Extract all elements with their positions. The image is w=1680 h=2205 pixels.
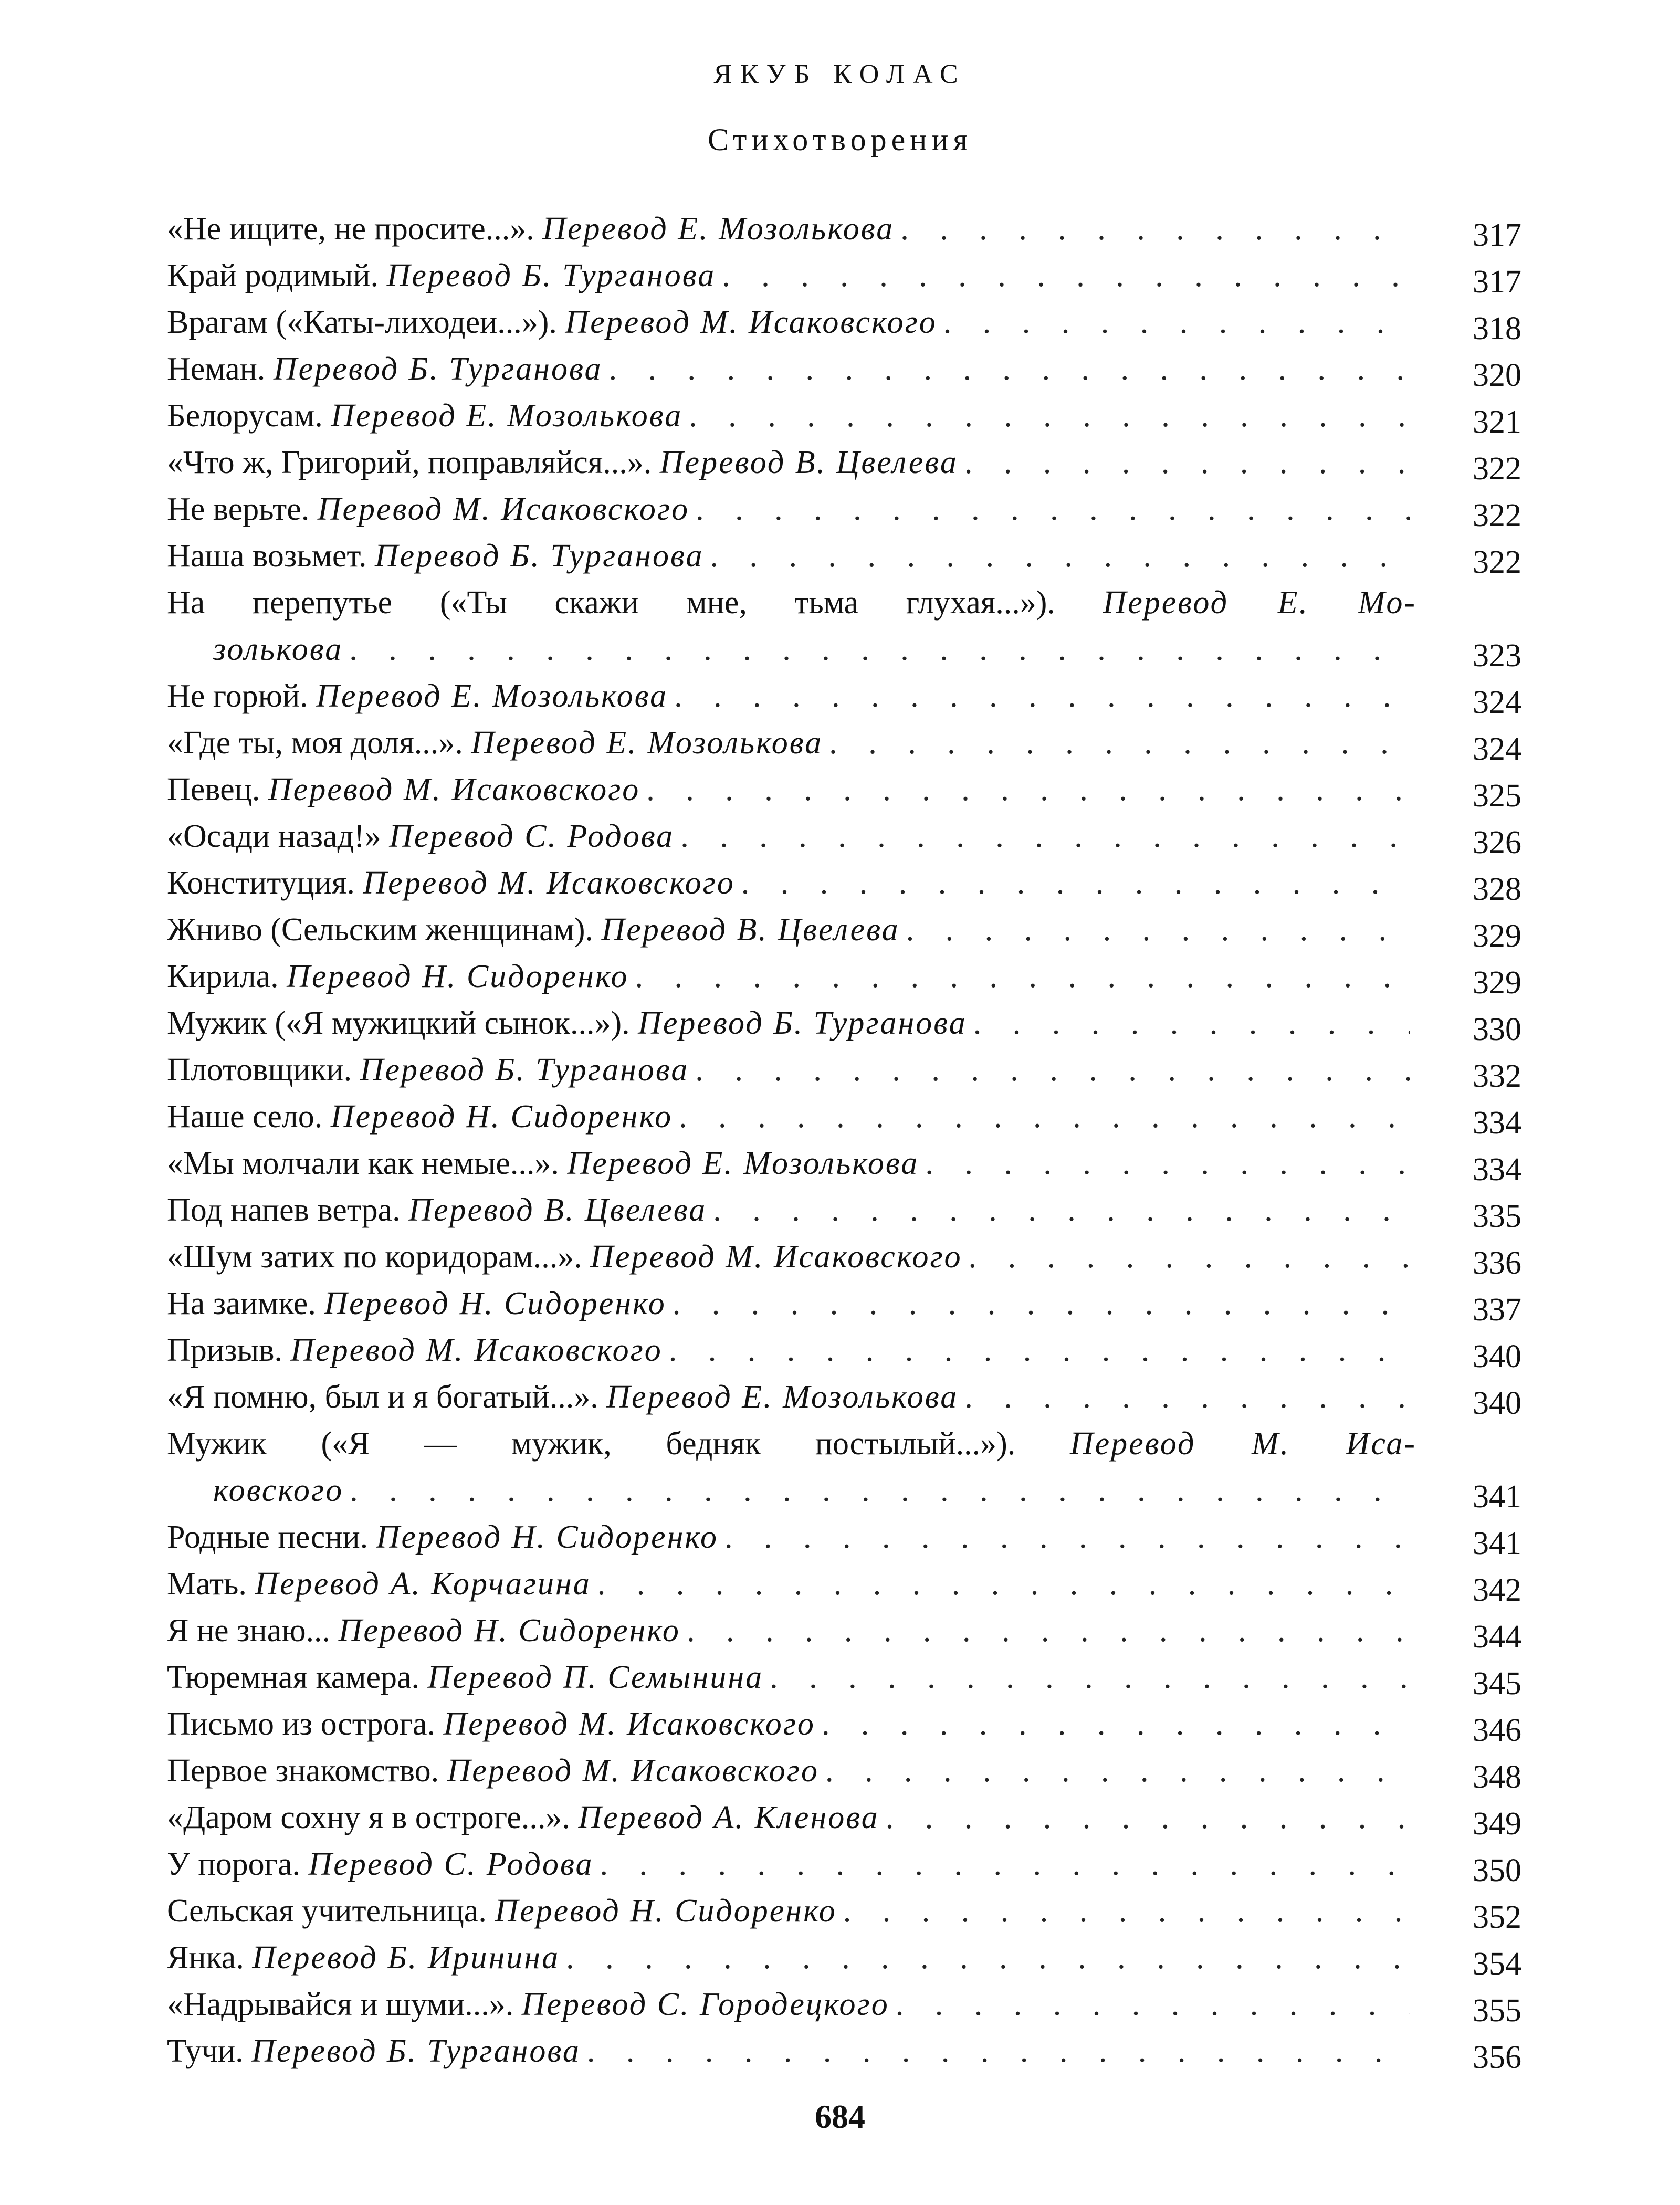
entry-title: Сельская учительница. bbox=[167, 1893, 487, 1929]
toc-entry-line bbox=[167, 1000, 1416, 1047]
entry-title: «Что ж, Григорий, поправляйся...». bbox=[167, 445, 652, 480]
dot-leader bbox=[710, 533, 1410, 580]
entry-translator: Перевод В. Цвелева bbox=[659, 445, 958, 480]
entry-page-number: 350 bbox=[1473, 1853, 1521, 1888]
entry-page-number: 329 bbox=[1473, 965, 1521, 1001]
dot-leader bbox=[646, 766, 1410, 813]
entry-page-number: 341 bbox=[1473, 1526, 1521, 1561]
dot-leader bbox=[825, 1748, 1410, 1794]
entry-page-number: 337 bbox=[1473, 1292, 1521, 1328]
entry-translator: Перевод С. Городецкого bbox=[521, 1987, 889, 2022]
entry-page-number: 318 bbox=[1473, 311, 1521, 346]
dot-leader bbox=[886, 1794, 1410, 1841]
entry-title: Мужик («Я мужицкий сынок...»). bbox=[167, 1005, 630, 1041]
entry-title: Не горюй. bbox=[167, 678, 308, 714]
toc-entry bbox=[167, 439, 1521, 486]
entry-page-number: 349 bbox=[1473, 1806, 1521, 1842]
toc-entry-line bbox=[167, 1841, 1416, 1888]
entry-translator: Перевод Е. Мозолькова bbox=[567, 1146, 919, 1181]
entry-translator: Перевод В. Цвелева bbox=[408, 1192, 707, 1228]
entry-title: На перепутье («Ты скажи мне, тьма глухая...»). bbox=[167, 585, 1055, 621]
entry-translator: Перевод М. Исаковского bbox=[565, 304, 937, 340]
toc-entry bbox=[167, 1000, 1521, 1047]
toc-entry bbox=[167, 1981, 1521, 2028]
dot-leader bbox=[696, 486, 1410, 533]
toc-entry bbox=[167, 907, 1521, 953]
entry-translator: Перевод П. Семынина bbox=[427, 1660, 764, 1695]
toc-entry bbox=[167, 953, 1521, 1000]
entry-page-number: 354 bbox=[1473, 1946, 1521, 1982]
toc-entry bbox=[167, 1140, 1521, 1187]
entry-translator: Перевод Б. Турганова bbox=[374, 538, 704, 574]
entry-page-number: 348 bbox=[1473, 1759, 1521, 1795]
toc-entry-continuation bbox=[213, 626, 1421, 673]
entry-page-number: 334 bbox=[1473, 1105, 1521, 1141]
entry-translator: Перевод Н. Сидоренко bbox=[495, 1893, 837, 1929]
entry-page-number: 322 bbox=[1473, 544, 1521, 580]
entry-translator: Перевод Б. Турганова bbox=[273, 351, 603, 387]
entry-title: Край родимый. bbox=[167, 258, 379, 293]
entry-translator: Перевод Б. Турганова bbox=[638, 1005, 967, 1041]
entry-translator: Перевод Е. Мозолькова bbox=[316, 678, 668, 714]
entry-translator: Перевод Б. Турганова bbox=[386, 258, 716, 293]
dot-leader bbox=[350, 1467, 1414, 1514]
toc-entry-line bbox=[167, 1421, 1416, 1467]
toc-entry bbox=[167, 533, 1521, 580]
entry-page-number: 317 bbox=[1473, 217, 1521, 253]
entry-title: Певец. bbox=[167, 772, 260, 807]
toc-entry-line bbox=[167, 393, 1416, 439]
toc-entry-line bbox=[167, 813, 1416, 860]
dot-leader bbox=[741, 860, 1410, 907]
toc-entry bbox=[167, 1654, 1521, 1701]
toc-entry bbox=[167, 2028, 1521, 2075]
dot-leader bbox=[713, 1187, 1410, 1234]
entry-translator: Перевод М. Исаковского bbox=[290, 1332, 663, 1368]
toc-entry-line bbox=[167, 206, 1416, 253]
dot-leader bbox=[600, 1841, 1410, 1888]
entry-page-number: 346 bbox=[1473, 1713, 1521, 1748]
entry-title: «Где ты, моя доля...». bbox=[167, 725, 463, 761]
dot-leader bbox=[906, 907, 1410, 953]
entry-translator: Перевод Б. Иринина bbox=[252, 1940, 560, 1976]
toc-entry bbox=[167, 299, 1521, 346]
table-of-contents bbox=[167, 206, 1521, 2075]
dot-leader bbox=[896, 1981, 1410, 2028]
toc-entry-line bbox=[167, 1608, 1416, 1654]
dot-leader bbox=[679, 1094, 1410, 1140]
toc-entry-line bbox=[167, 1234, 1416, 1280]
entry-translator-continued: ковского bbox=[213, 1473, 344, 1508]
entry-page-number: 321 bbox=[1473, 404, 1521, 440]
entry-translator-continued: золькова bbox=[213, 632, 343, 667]
entry-page-number: 323 bbox=[1473, 638, 1521, 674]
toc-entry-line bbox=[167, 720, 1416, 766]
entry-title: Белорусам. bbox=[167, 398, 323, 434]
toc-entry-line bbox=[167, 1374, 1416, 1421]
dot-leader bbox=[689, 393, 1410, 439]
entry-title: Мужик («Я — мужик, бедняк постылый...»). bbox=[167, 1426, 1016, 1462]
dot-leader bbox=[608, 346, 1410, 393]
section-heading: Стихотворения bbox=[707, 122, 973, 157]
entry-title: Врагам («Каты-лиходеи...»). bbox=[167, 304, 557, 340]
dot-leader bbox=[680, 813, 1410, 860]
toc-entry bbox=[167, 346, 1521, 393]
entry-translator: Перевод М. Исаковского bbox=[268, 772, 640, 807]
entry-translator: Перевод Е. Мозолькова bbox=[471, 725, 823, 761]
entry-title: Родные песни. bbox=[167, 1519, 369, 1555]
entry-title: Я не знаю... bbox=[167, 1613, 331, 1648]
dot-leader bbox=[964, 1374, 1410, 1421]
toc-entry-line bbox=[167, 1047, 1416, 1094]
toc-entry-line bbox=[167, 533, 1416, 580]
toc-entry bbox=[167, 1608, 1521, 1654]
entry-translator: Перевод А. Кленова bbox=[578, 1800, 879, 1835]
toc-entry-line bbox=[167, 1140, 1416, 1187]
dot-leader bbox=[925, 1140, 1410, 1187]
toc-entry-line bbox=[167, 1935, 1416, 1981]
entry-page-number: 329 bbox=[1473, 918, 1521, 954]
toc-entry-line bbox=[167, 439, 1416, 486]
toc-entry bbox=[167, 393, 1521, 439]
dot-leader bbox=[566, 1935, 1410, 1981]
entry-page-number: 345 bbox=[1473, 1666, 1521, 1702]
toc-entry bbox=[167, 1748, 1521, 1794]
entry-translator: Перевод Е. Мозолькова bbox=[542, 211, 895, 247]
toc-entry bbox=[167, 673, 1521, 720]
toc-entry bbox=[167, 253, 1521, 299]
toc-entry bbox=[167, 766, 1521, 813]
dot-leader bbox=[943, 299, 1410, 346]
dot-leader bbox=[587, 2028, 1410, 2075]
dot-leader bbox=[969, 1234, 1410, 1280]
entry-title: Призыв. bbox=[167, 1332, 282, 1368]
entry-translator: Перевод М. Исаковского bbox=[447, 1753, 819, 1789]
entry-translator: Перевод С. Родова bbox=[308, 1846, 594, 1882]
entry-page-number: 342 bbox=[1473, 1572, 1521, 1608]
entry-page-number: 326 bbox=[1473, 825, 1521, 860]
entry-translator: Перевод Е. Мо- bbox=[1102, 585, 1416, 621]
entry-title: Мать. bbox=[167, 1566, 247, 1602]
dot-leader bbox=[973, 1000, 1410, 1047]
toc-entry bbox=[167, 1514, 1521, 1561]
toc-entry-line bbox=[167, 1187, 1416, 1234]
toc-entry-line bbox=[167, 580, 1416, 626]
entry-page-number: 324 bbox=[1473, 731, 1521, 767]
entry-title: «Не ищите, не просите...». bbox=[167, 211, 534, 247]
entry-page-number: 335 bbox=[1473, 1199, 1521, 1234]
entry-title: Не верьте. bbox=[167, 491, 310, 527]
toc-entry bbox=[167, 720, 1521, 766]
entry-translator: Перевод Е. Мозолькова bbox=[606, 1379, 959, 1415]
entry-page-number: 322 bbox=[1473, 451, 1521, 487]
entry-translator: Перевод Е. Мозолькова bbox=[331, 398, 683, 434]
entry-translator: Перевод С. Родова bbox=[389, 818, 675, 854]
entry-title: «Шум затих по коридорам...». bbox=[167, 1239, 582, 1275]
toc-entry-line bbox=[167, 766, 1416, 813]
entry-page-number: 332 bbox=[1473, 1058, 1521, 1094]
entry-page-number: 355 bbox=[1473, 1993, 1521, 2029]
entry-page-number: 356 bbox=[1473, 2040, 1521, 2075]
toc-entry bbox=[167, 813, 1521, 860]
toc-entry-line bbox=[167, 1654, 1416, 1701]
dot-leader bbox=[674, 673, 1410, 720]
toc-entry-line bbox=[167, 673, 1416, 720]
toc-entry-line bbox=[167, 907, 1416, 953]
dot-leader bbox=[829, 720, 1410, 766]
dot-leader bbox=[673, 1280, 1410, 1327]
toc-entry-line bbox=[167, 1327, 1416, 1374]
dot-leader bbox=[822, 1701, 1410, 1748]
toc-entry bbox=[167, 1374, 1521, 1421]
entry-translator: Перевод Н. Сидоренко bbox=[324, 1286, 666, 1321]
toc-entry-continuation bbox=[213, 1467, 1421, 1514]
toc-entry-line bbox=[167, 346, 1416, 393]
toc-entry bbox=[167, 1280, 1521, 1327]
dot-leader bbox=[770, 1654, 1410, 1701]
toc-entry-line bbox=[167, 1094, 1416, 1140]
toc-entry-line bbox=[167, 253, 1416, 299]
entry-page-number: 325 bbox=[1473, 778, 1521, 814]
toc-entry bbox=[167, 1327, 1521, 1374]
toc-entry bbox=[167, 1187, 1521, 1234]
toc-entry-line bbox=[167, 953, 1416, 1000]
dot-leader bbox=[964, 439, 1410, 486]
dot-leader bbox=[843, 1888, 1410, 1935]
entry-page-number: 336 bbox=[1473, 1245, 1521, 1281]
entry-translator: Перевод Н. Сидоренко bbox=[376, 1519, 719, 1555]
entry-page-number: 341 bbox=[1473, 1479, 1521, 1515]
entry-page-number: 324 bbox=[1473, 685, 1521, 720]
entry-title: «Надрывайся и шуми...». bbox=[167, 1987, 514, 2022]
toc-entry-line bbox=[167, 1794, 1416, 1841]
entry-translator: Перевод Н. Сидоренко bbox=[330, 1099, 673, 1135]
entry-translator: Перевод В. Цвелева bbox=[601, 912, 900, 948]
toc-entry bbox=[167, 580, 1521, 673]
entry-translator: Перевод М. Иса- bbox=[1069, 1426, 1417, 1462]
entry-title: «Мы молчали как немые...». bbox=[167, 1146, 559, 1181]
entry-title: У порога. bbox=[167, 1846, 301, 1882]
entry-translator: Перевод А. Корчагина bbox=[255, 1566, 591, 1602]
entry-translator: Перевод М. Исаковского bbox=[317, 491, 690, 527]
entry-translator: Перевод Б. Турганова bbox=[360, 1052, 689, 1088]
author-heading: ЯКУБ КОЛАС bbox=[713, 59, 967, 89]
entry-page-number: 322 bbox=[1473, 498, 1521, 533]
toc-entry-line bbox=[167, 1561, 1416, 1608]
entry-page-number: 340 bbox=[1473, 1339, 1521, 1374]
entry-title: Тучи. bbox=[167, 2033, 244, 2069]
entry-page-number: 340 bbox=[1473, 1385, 1521, 1421]
entry-title: Жниво (Сельским женщинам). bbox=[167, 912, 594, 948]
entry-title: Под напев ветра. bbox=[167, 1192, 401, 1228]
entry-page-number: 320 bbox=[1473, 358, 1521, 393]
entry-title: Янка. bbox=[167, 1940, 244, 1976]
toc-entry-line bbox=[167, 1981, 1416, 2028]
dot-leader bbox=[722, 253, 1410, 299]
entry-title: На заимке. bbox=[167, 1286, 316, 1321]
toc-entry bbox=[167, 1888, 1521, 1935]
entry-translator: Перевод М. Исаковского bbox=[363, 865, 735, 901]
entry-translator: Перевод Н. Сидоренко bbox=[338, 1613, 680, 1648]
toc-entry bbox=[167, 860, 1521, 907]
toc-entry bbox=[167, 1094, 1521, 1140]
toc-entry bbox=[167, 1841, 1521, 1888]
toc-entry-line bbox=[167, 1514, 1416, 1561]
entry-page-number: 317 bbox=[1473, 264, 1521, 300]
toc-entry bbox=[167, 1794, 1521, 1841]
toc-entry bbox=[167, 1935, 1521, 1981]
entry-translator: Перевод М. Исаковского bbox=[590, 1239, 962, 1275]
entry-title: Кирила. bbox=[167, 959, 279, 994]
entry-translator: Перевод М. Исаковского bbox=[443, 1706, 815, 1742]
toc-entry bbox=[167, 1561, 1521, 1608]
entry-title: «Даром сохну я в остроге...». bbox=[167, 1800, 570, 1835]
toc-entry-line bbox=[167, 1748, 1416, 1794]
page-number: 684 bbox=[815, 2098, 865, 2135]
entry-title: Письмо из острога. bbox=[167, 1706, 436, 1742]
entry-title: Конституция. bbox=[167, 865, 355, 901]
entry-title: «Я помню, был и я богатый...». bbox=[167, 1379, 598, 1415]
toc-entry-line bbox=[167, 1888, 1416, 1935]
toc-entry bbox=[167, 1047, 1521, 1094]
dot-leader bbox=[669, 1327, 1410, 1374]
entry-title: Наша возьмет. bbox=[167, 538, 367, 574]
toc-entry-line bbox=[167, 860, 1416, 907]
dot-leader bbox=[900, 206, 1410, 253]
toc-entry-line bbox=[167, 1280, 1416, 1327]
entry-translator: Перевод Б. Турганова bbox=[251, 2033, 581, 2069]
entry-title: Неман. bbox=[167, 351, 266, 387]
dot-leader bbox=[724, 1514, 1410, 1561]
entry-title: Плотовщики. bbox=[167, 1052, 352, 1088]
toc-entry-line bbox=[167, 2028, 1416, 2075]
toc-entry bbox=[167, 486, 1521, 533]
dot-leader bbox=[597, 1561, 1410, 1608]
entry-title: Наше село. bbox=[167, 1099, 323, 1135]
dot-leader bbox=[635, 953, 1410, 1000]
entry-title: Первое знакомство. bbox=[167, 1753, 439, 1789]
toc-entry-line bbox=[167, 486, 1416, 533]
toc-entry bbox=[167, 1701, 1521, 1748]
toc-entry-line bbox=[167, 299, 1416, 346]
dot-leader bbox=[695, 1047, 1410, 1094]
toc-entry bbox=[167, 206, 1521, 253]
entry-page-number: 352 bbox=[1473, 1899, 1521, 1935]
toc-entry-line bbox=[167, 1701, 1416, 1748]
entry-translator: Перевод Н. Сидоренко bbox=[287, 959, 629, 994]
entry-page-number: 344 bbox=[1473, 1619, 1521, 1655]
entry-page-number: 334 bbox=[1473, 1152, 1521, 1188]
dot-leader bbox=[349, 626, 1414, 673]
dot-leader bbox=[687, 1608, 1410, 1654]
toc-entry bbox=[167, 1234, 1521, 1280]
toc-entry bbox=[167, 1421, 1521, 1514]
entry-title: Тюремная камера. bbox=[167, 1660, 420, 1695]
entry-page-number: 330 bbox=[1473, 1012, 1521, 1047]
entry-page-number: 328 bbox=[1473, 872, 1521, 907]
entry-title: «Осади назад!» bbox=[167, 818, 381, 854]
